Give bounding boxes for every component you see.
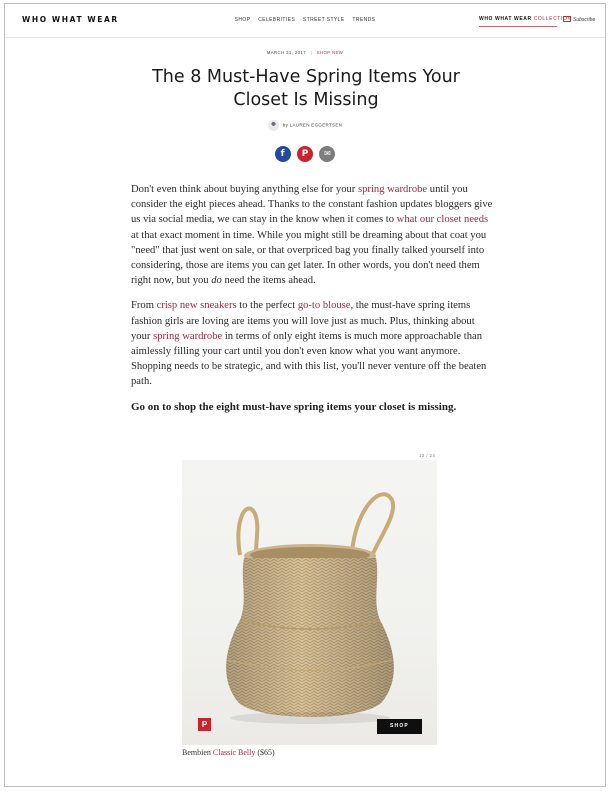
collection-link[interactable] bbox=[479, 16, 572, 22]
product-price: ($65) bbox=[255, 748, 275, 757]
pinterest-share-icon[interactable]: P bbox=[297, 146, 313, 162]
link-spring-wardrobe[interactable]: spring wardrobe bbox=[358, 184, 428, 195]
paragraph-intro bbox=[131, 182, 496, 288]
link-sneakers[interactable]: crisp new sneakers bbox=[156, 300, 237, 312]
link-closet-needs[interactable]: what our closet needs bbox=[396, 214, 489, 226]
product-image[interactable] bbox=[182, 460, 437, 745]
paragraph-second bbox=[131, 298, 496, 389]
link-spring-wardrobe-2[interactable]: spring wardrobe bbox=[153, 330, 223, 342]
envelope-icon bbox=[563, 16, 571, 22]
author-name[interactable]: by LAUREN EGGERTSEN bbox=[282, 122, 343, 128]
shop-button[interactable]: SHOP bbox=[377, 719, 422, 734]
article-category[interactable]: SHOP NEW bbox=[316, 50, 344, 55]
product-link[interactable]: Classic Belly bbox=[212, 748, 256, 757]
text: to the perfect bbox=[236, 300, 298, 312]
subscribe-link[interactable] bbox=[563, 16, 595, 23]
collection-brand: WHO WHAT WEAR bbox=[479, 16, 532, 22]
shop-call-to-action: Go on to shop the eight must-have spring items your closet is missing. bbox=[131, 400, 457, 413]
meta-separator: | bbox=[310, 50, 313, 55]
author-avatar[interactable] bbox=[268, 120, 279, 131]
article-date: MARCH 31, 2017 bbox=[266, 50, 306, 55]
nav-item-trends[interactable]: TRENDS bbox=[352, 17, 376, 23]
text: , the must-have spring items fashion girls are loving are items you will love just as much. Plus, thinking about your bbox=[131, 300, 475, 342]
site-logo[interactable]: WHO WHAT WEAR bbox=[22, 15, 119, 24]
article-title: The 8 Must-Have Spring Items Your Closet Is Missing bbox=[152, 67, 460, 110]
share-bar bbox=[5, 143, 605, 162]
nav-item-shop[interactable]: SHOP bbox=[234, 17, 251, 23]
text: in terms of only eight items is much more approachable than aimlessly filling your cart until you don't even know what you want anymore. Shopping needs to be strategic, and with this list, you'll never venture off the beaten path. bbox=[131, 330, 487, 388]
text: at that exact moment in time. While you might still be dreaming about that coat you "need" that just went on sale, or that overpriced bag you finally talked yourself into considering, those are items you can get later. In other words, you don't need them right now, but you bbox=[131, 229, 487, 287]
product-caption bbox=[182, 748, 275, 757]
emphasis: do bbox=[211, 275, 222, 287]
collection-underline bbox=[479, 26, 557, 27]
nav-item-street-style[interactable]: STREET STYLE bbox=[302, 17, 345, 23]
text: need the items ahead. bbox=[221, 275, 316, 287]
slide-counter: 13 / 24 bbox=[419, 453, 436, 458]
link-blouse[interactable]: go-to blouse bbox=[297, 300, 351, 312]
site-header bbox=[5, 4, 605, 38]
basket-icon bbox=[182, 460, 437, 745]
nav-item-celebrities[interactable]: CELEBRITIES bbox=[258, 17, 296, 23]
article-meta bbox=[5, 50, 605, 55]
page-frame bbox=[4, 3, 606, 787]
text: until you consider the eight pieces ahead. Thanks to the constant fashion updates bloggers give us via social media, we can stay in the know when it comes to bbox=[131, 184, 493, 226]
product-brand: Bembien bbox=[182, 748, 213, 757]
subscribe-label: Subscribe bbox=[573, 17, 596, 23]
email-share-icon[interactable]: ✉ bbox=[319, 146, 335, 162]
text: Don't even think about buying anything else for your bbox=[131, 184, 358, 195]
collection-word: COLLECTION bbox=[533, 16, 572, 22]
facebook-share-icon[interactable]: f bbox=[275, 146, 291, 162]
article-body bbox=[131, 182, 496, 425]
text: From bbox=[131, 300, 157, 312]
header-divider bbox=[5, 37, 605, 38]
byline bbox=[5, 120, 605, 131]
pinterest-save-icon[interactable]: P bbox=[198, 718, 211, 731]
